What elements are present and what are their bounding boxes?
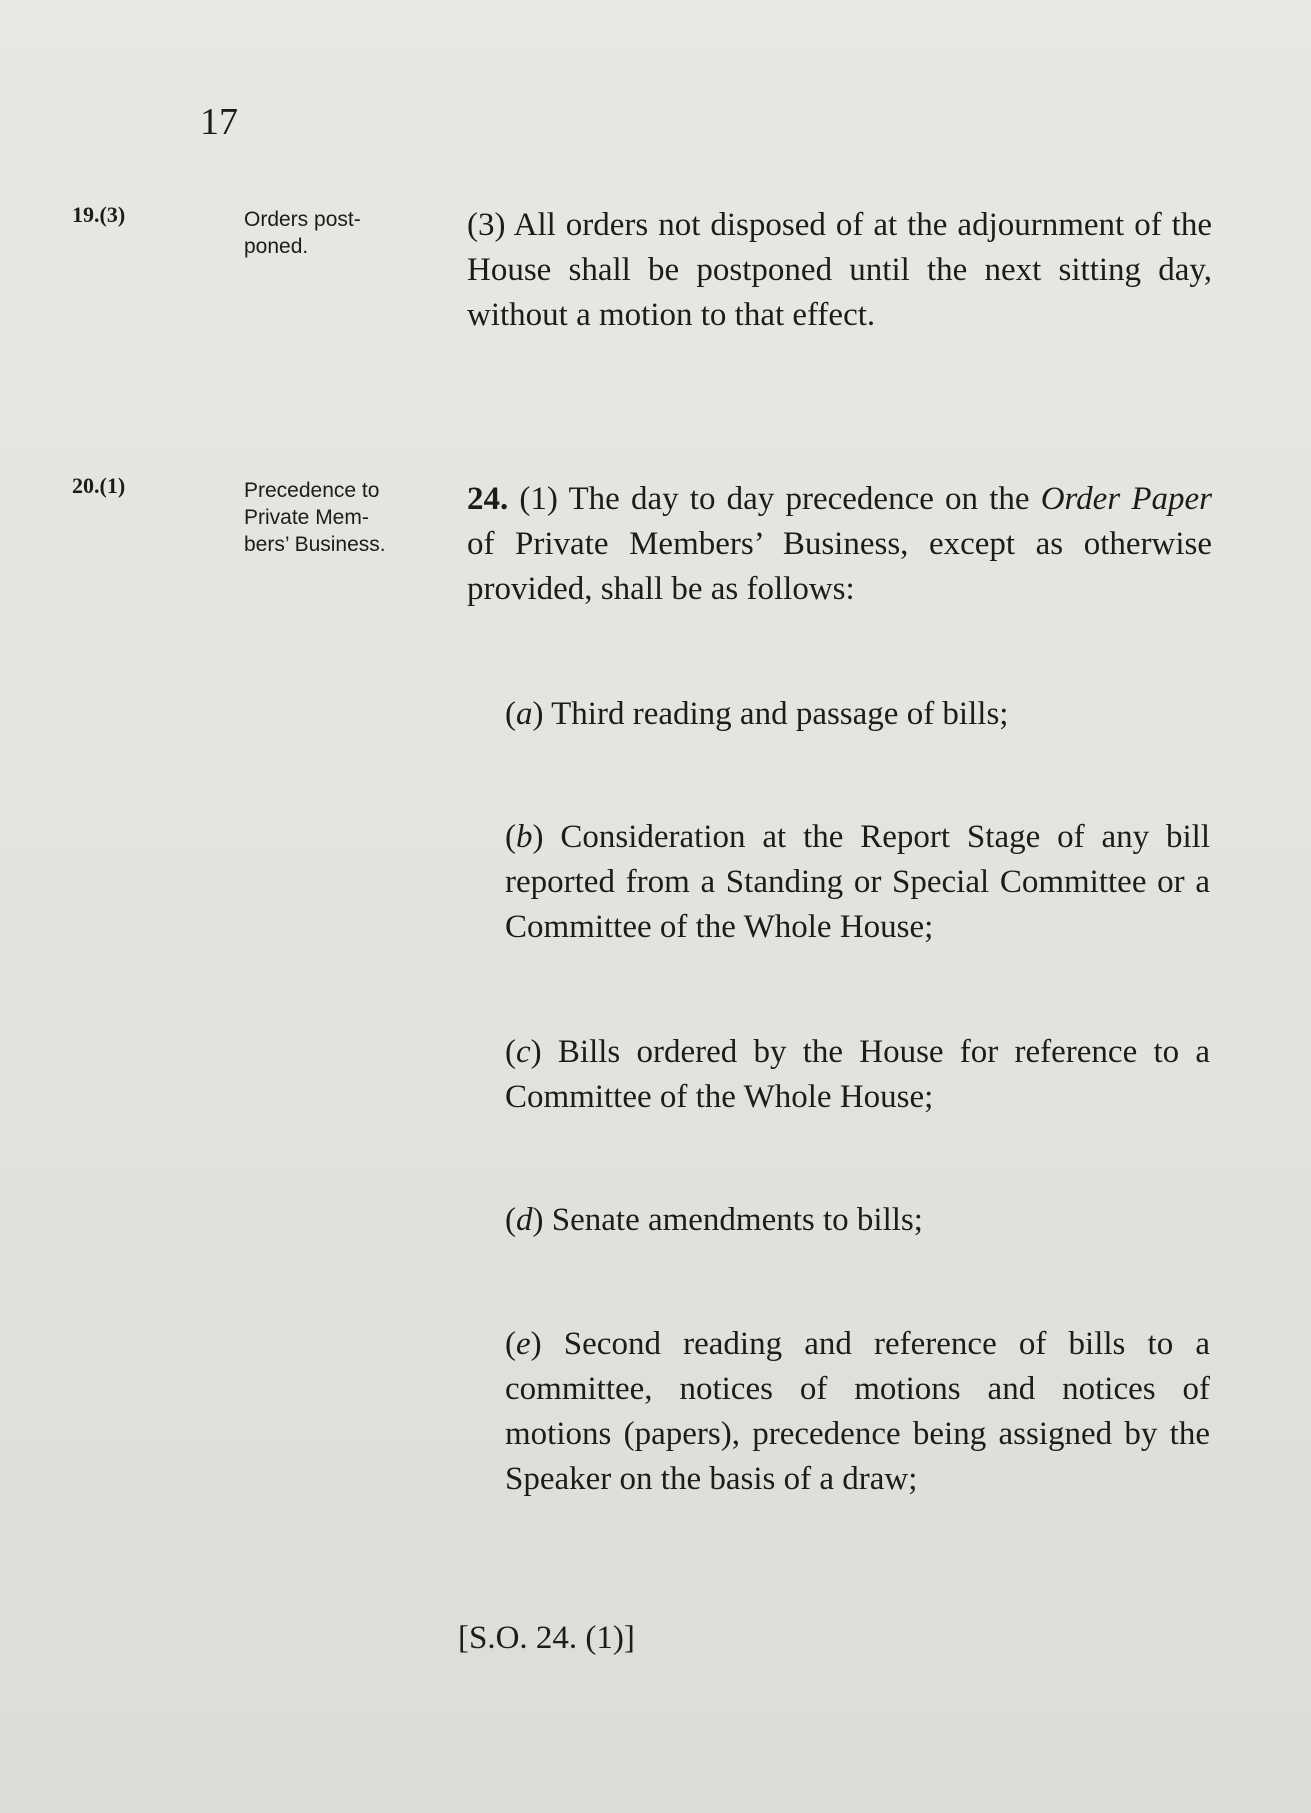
- marginal-note-line: poned.: [244, 235, 309, 258]
- item-label: a: [516, 696, 533, 732]
- margin-reference-19-3: 19.(3): [72, 202, 126, 227]
- marginal-note-line: Private Mem-: [244, 506, 369, 529]
- item-label: d: [516, 1202, 533, 1238]
- marginal-note-orders-postponed: [244, 206, 424, 260]
- paragraph-text: (1) The day to day precedence on the: [508, 481, 1041, 517]
- standing-order-citation: [S.O. 24. (1)]: [458, 1620, 635, 1656]
- item-text: Bills ordered by the House for reference to a Committee of the Whole House;: [505, 1034, 1210, 1115]
- item-label: b: [516, 819, 533, 855]
- order-paper-title: Order Paper: [1040, 481, 1212, 517]
- item-label: c: [516, 1034, 531, 1070]
- list-item-e: (e) Second reading and reference of bills to a committee, notices of motions and notices of motions (papers), precedence being assigned by the Speaker on the basis of a draw;: [505, 1326, 1210, 1497]
- marginal-note-precedence: [244, 477, 424, 558]
- page-number: 17: [200, 101, 238, 143]
- margin-reference-20-1: 20.(1): [72, 473, 126, 498]
- marginal-note-line: Precedence to: [244, 479, 380, 502]
- marginal-note-line: Orders post-: [244, 208, 361, 231]
- standing-order-number: 24.: [467, 481, 509, 517]
- list-item-c: (c) Bills ordered by the House for reference to a Committee of the Whole House;: [505, 1034, 1210, 1115]
- item-text: Second reading and reference of bills to a committee, notices of motions and notices of motions (papers), precedence being assigned by the Speaker on the basis of a draw;: [505, 1326, 1210, 1497]
- item-text: Third reading and passage of bills;: [543, 696, 1009, 732]
- paragraph-text: of Private Members’ Business, except as otherwise provided, shall be as follows:: [467, 526, 1212, 607]
- item-label: e: [516, 1326, 531, 1362]
- marginal-note-line: bers’ Business.: [244, 533, 386, 556]
- paragraph-orders-postponed: (3) All orders not disposed of at the adjournment of the House shall be postponed until the next sitting day, without a motion to that effect.: [467, 207, 1212, 333]
- list-item-a: (a) Third reading and passage of bills;: [505, 696, 1009, 732]
- item-text: Senate amendments to bills;: [543, 1202, 923, 1238]
- list-item-b: (b) Consideration at the Report Stage of any bill reported from a Standing or Special Committee or a Committee of the Whole House;: [505, 819, 1210, 945]
- paragraph-precedence: [467, 477, 1212, 612]
- item-text: Consideration at the Report Stage of any bill reported from a Standing or Special Committee or a Committee of the Whole House;: [505, 819, 1210, 945]
- list-item-d: (d) Senate amendments to bills;: [505, 1202, 923, 1238]
